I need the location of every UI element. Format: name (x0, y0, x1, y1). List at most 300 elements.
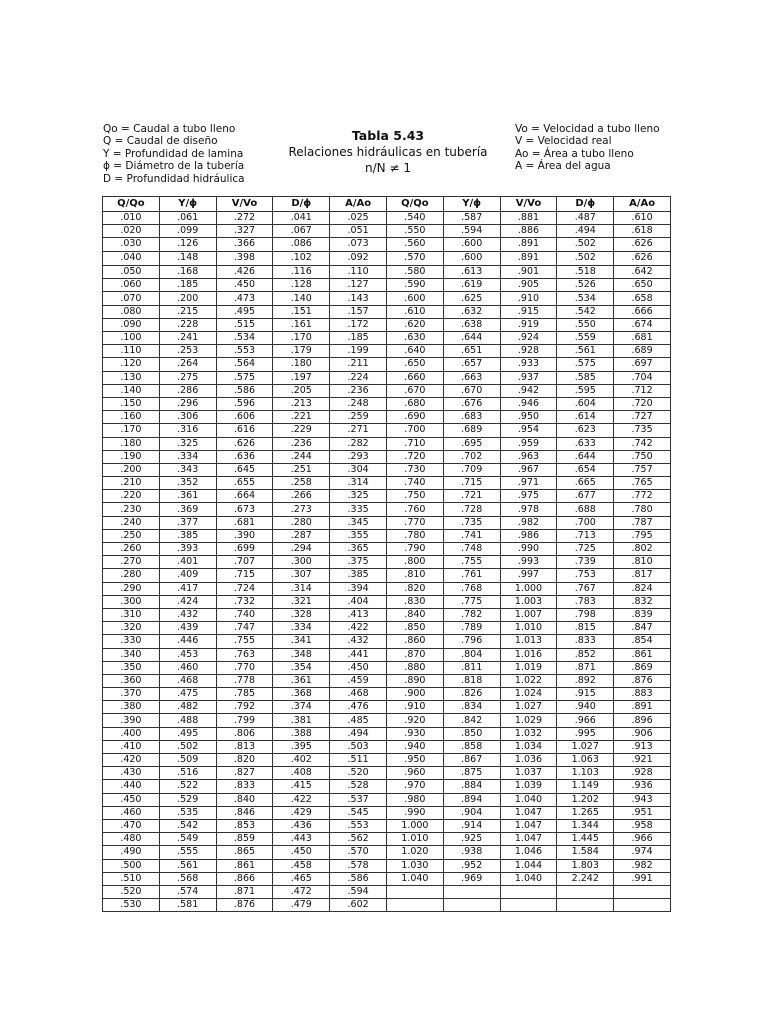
table-cell: .327 (216, 225, 273, 238)
table-cell: .740 (386, 477, 443, 490)
table-cell: 1.202 (557, 793, 614, 806)
table-row (103, 437, 671, 450)
table-cell: .695 (443, 437, 500, 450)
table-cell: .116 (273, 266, 330, 279)
table-cell: .010 (103, 212, 160, 225)
table-cell: .966 (557, 714, 614, 727)
table-cell: .600 (386, 292, 443, 305)
table-cell: .920 (386, 714, 443, 727)
table-cell: .250 (103, 529, 160, 542)
table-row (103, 727, 671, 740)
table-row (103, 424, 671, 437)
table-cell: .534 (216, 332, 273, 345)
table-header-row (103, 197, 671, 212)
table-cell: .385 (330, 569, 387, 582)
table-row (103, 266, 671, 279)
table-cell: .700 (557, 516, 614, 529)
table-cell: .990 (500, 543, 557, 556)
table-cell: .120 (103, 358, 160, 371)
table-row (103, 225, 671, 238)
table-cell: .296 (159, 397, 216, 410)
table-cell: .724 (216, 582, 273, 595)
table-cell: 1.149 (557, 780, 614, 793)
table-cell: .127 (330, 279, 387, 292)
table-row (103, 212, 671, 225)
table-cell: .334 (273, 622, 330, 635)
table-cell: .580 (386, 266, 443, 279)
table-cell: .180 (103, 437, 160, 450)
table-cell: .086 (273, 238, 330, 251)
table-cell: .963 (500, 450, 557, 463)
table-cell: .715 (216, 569, 273, 582)
table-cell: .140 (103, 384, 160, 397)
table-cell: .883 (614, 688, 671, 701)
table-cell: .594 (330, 885, 387, 898)
table-cell: .689 (443, 424, 500, 437)
table-cell: .485 (330, 714, 387, 727)
table-row (103, 608, 671, 621)
table-cell: .160 (103, 411, 160, 424)
table-cell: .545 (330, 806, 387, 819)
table-cell: .300 (103, 595, 160, 608)
table-cell: .200 (159, 292, 216, 305)
table-cell: .453 (159, 648, 216, 661)
table-cell: .361 (159, 490, 216, 503)
table-cell: .490 (103, 846, 160, 859)
table-cell: .468 (330, 688, 387, 701)
table-cell: .520 (103, 885, 160, 898)
table-cell: .168 (159, 266, 216, 279)
table-cell: .475 (159, 688, 216, 701)
table-cell: .345 (330, 516, 387, 529)
table-cell: .272 (216, 212, 273, 225)
table-cell: .842 (443, 714, 500, 727)
table-cell: .550 (557, 318, 614, 331)
table-cell: .020 (103, 225, 160, 238)
table-cell: .613 (443, 266, 500, 279)
table-cell: .940 (386, 740, 443, 753)
table-cell: .190 (103, 450, 160, 463)
column-header: Q/Qo (103, 197, 160, 212)
table-cell: .796 (443, 635, 500, 648)
table-cell: .600 (443, 238, 500, 251)
table-cell: .755 (443, 556, 500, 569)
table-row (103, 251, 671, 266)
table-cell: .933 (500, 358, 557, 371)
table-subtitle: Relaciones hidráulicas en tubería (288, 145, 488, 159)
table-cell: .355 (330, 529, 387, 542)
table-cell: .542 (159, 819, 216, 832)
table-cell: .625 (443, 292, 500, 305)
table-cell: .630 (386, 332, 443, 345)
table-cell: .211 (330, 358, 387, 371)
column-header: D/ϕ (273, 197, 330, 212)
table-cell: .713 (557, 529, 614, 542)
table-cell: .644 (443, 332, 500, 345)
table-cell: .179 (273, 345, 330, 358)
table-cell: .654 (557, 463, 614, 476)
table-cell (614, 885, 671, 898)
table-cell: .458 (273, 859, 330, 872)
table-cell: .677 (557, 490, 614, 503)
legend-item: Qo = Caudal a tubo lleno (103, 123, 236, 135)
table-row (103, 701, 671, 714)
table-cell: .980 (386, 793, 443, 806)
table-cell: .314 (330, 477, 387, 490)
table-cell: .782 (443, 608, 500, 621)
table-cell: .596 (216, 397, 273, 410)
table-cell: .560 (386, 238, 443, 251)
table-cell: .287 (273, 529, 330, 542)
table-cell: .768 (443, 582, 500, 595)
table-cell: 1.047 (500, 819, 557, 832)
table-cell: .465 (273, 872, 330, 885)
table-cell: .275 (159, 371, 216, 384)
table-cell: 1.047 (500, 806, 557, 819)
table-cell: .050 (103, 266, 160, 279)
legend-right (515, 123, 660, 173)
table-cell: .161 (273, 318, 330, 331)
table-cell: .390 (216, 529, 273, 542)
table-cell: .555 (159, 846, 216, 859)
table-cell: .995 (557, 727, 614, 740)
table-cell: .436 (273, 819, 330, 832)
table-cell: .850 (443, 727, 500, 740)
table-cell: 1.013 (500, 635, 557, 648)
table-cell: .642 (614, 266, 671, 279)
table-row (103, 819, 671, 832)
legend-item: V = Velocidad real (515, 135, 612, 148)
table-cell: .880 (386, 661, 443, 674)
table-cell: .638 (443, 318, 500, 331)
table-cell: .413 (330, 608, 387, 621)
table-cell: .369 (159, 503, 216, 516)
table-cell: .690 (386, 411, 443, 424)
table-cell: .140 (273, 292, 330, 305)
table-cell: .570 (330, 846, 387, 859)
table-row (103, 688, 671, 701)
table-cell: .564 (216, 358, 273, 371)
table-cell: .871 (216, 885, 273, 898)
table-cell: .080 (103, 305, 160, 318)
table-cell: .852 (557, 648, 614, 661)
table-cell: .578 (330, 859, 387, 872)
table-cell: .914 (443, 819, 500, 832)
table-cell: .230 (103, 503, 160, 516)
table-cell: .924 (500, 332, 557, 345)
table-cell: .180 (273, 358, 330, 371)
table-cell: 1.047 (500, 833, 557, 846)
table-cell: .867 (443, 754, 500, 767)
table-cell: .657 (443, 358, 500, 371)
table-cell: .832 (614, 595, 671, 608)
table-cell: .502 (159, 740, 216, 753)
table-cell: .602 (330, 899, 387, 912)
table-cell: .747 (216, 622, 273, 635)
table-cell: .515 (216, 318, 273, 331)
table-cell: .811 (443, 661, 500, 674)
table-cell: .986 (500, 529, 557, 542)
legend-item: Y = Profundidad de lamina (103, 147, 244, 160)
table-cell: .720 (386, 450, 443, 463)
table-cell: .905 (500, 279, 557, 292)
table-cell: .680 (386, 397, 443, 410)
table-cell: .761 (443, 569, 500, 582)
table-cell: .645 (216, 463, 273, 476)
table-cell: .755 (216, 635, 273, 648)
table-cell: .940 (557, 701, 614, 714)
table-cell: .966 (614, 833, 671, 846)
table-cell: .488 (159, 714, 216, 727)
table-cell: .954 (500, 424, 557, 437)
table-cell: .377 (159, 516, 216, 529)
table-cell: .528 (330, 780, 387, 793)
table-cell: .385 (159, 529, 216, 542)
table-cell: .846 (216, 806, 273, 819)
table-cell: .526 (557, 279, 614, 292)
table-cell: .853 (216, 819, 273, 832)
table-cell: .699 (216, 543, 273, 556)
table-cell: .150 (103, 397, 160, 410)
table-cell: .520 (330, 767, 387, 780)
table-cell: .502 (557, 251, 614, 266)
table-cell: .446 (159, 635, 216, 648)
table-row (103, 714, 671, 727)
table-cell: .834 (443, 701, 500, 714)
table-cell: .215 (159, 305, 216, 318)
table-cell: .606 (216, 411, 273, 424)
table-cell: .891 (500, 251, 557, 266)
table-cell: .650 (386, 358, 443, 371)
table-cell: .833 (216, 780, 273, 793)
table-row (103, 595, 671, 608)
table-cell: .750 (614, 450, 671, 463)
table-cell: 1.040 (500, 872, 557, 885)
table-cell: .460 (103, 806, 160, 819)
table-cell: .780 (386, 529, 443, 542)
table-cell: .881 (500, 212, 557, 225)
table-cell: .886 (500, 225, 557, 238)
table-cell: .370 (103, 688, 160, 701)
table-cell: .850 (386, 622, 443, 635)
table-cell: .951 (614, 806, 671, 819)
table-row (103, 411, 671, 424)
table-cell: .799 (216, 714, 273, 727)
table-cell: .978 (500, 503, 557, 516)
table-cell: .172 (330, 318, 387, 331)
table-cell: .633 (557, 437, 614, 450)
table-cell: .666 (614, 305, 671, 318)
table-cell: .748 (443, 543, 500, 556)
table-cell: .721 (443, 490, 500, 503)
table-cell: .561 (557, 345, 614, 358)
table-cell: .304 (330, 463, 387, 476)
table-cell: .610 (386, 305, 443, 318)
table-row (103, 384, 671, 397)
table-cell: .640 (386, 345, 443, 358)
table-row (103, 833, 671, 846)
table-cell: .110 (103, 345, 160, 358)
column-header: V/Vo (500, 197, 557, 212)
table-cell: .429 (273, 806, 330, 819)
table-cell: .073 (330, 238, 387, 251)
table-cell: .975 (500, 490, 557, 503)
table-cell: .450 (273, 846, 330, 859)
table-cell: .459 (330, 674, 387, 687)
table-cell: .586 (330, 872, 387, 885)
table-cell: .398 (216, 251, 273, 266)
table-row (103, 292, 671, 305)
table-cell: .422 (330, 622, 387, 635)
table-cell: .818 (443, 674, 500, 687)
table-cell: .476 (330, 701, 387, 714)
table-row (103, 332, 671, 345)
table-cell: .199 (330, 345, 387, 358)
column-header: A/Ao (330, 197, 387, 212)
table-cell: .354 (273, 661, 330, 674)
table-cell: 1.003 (500, 595, 557, 608)
table-cell: .128 (273, 279, 330, 292)
table-cell: .697 (614, 358, 671, 371)
table-cell: .806 (216, 727, 273, 740)
legend-item: ϕ = Diámetro de la tubería (103, 160, 245, 173)
legend-item: Q = Caudal de diseño (103, 135, 218, 148)
table-cell: .553 (330, 819, 387, 832)
table-cell: .884 (443, 780, 500, 793)
table-cell: .350 (103, 661, 160, 674)
table-row (103, 279, 671, 292)
column-header: Y/ϕ (159, 197, 216, 212)
table-cell: .891 (614, 701, 671, 714)
table-cell: .644 (557, 450, 614, 463)
table-row (103, 503, 671, 516)
table-cell: .770 (216, 661, 273, 674)
table-cell: .236 (273, 437, 330, 450)
table-cell: .785 (216, 688, 273, 701)
table-cell: .783 (557, 595, 614, 608)
table-cell: .221 (273, 411, 330, 424)
table-cell: .778 (216, 674, 273, 687)
table-cell: .559 (557, 332, 614, 345)
table-cell: .681 (614, 332, 671, 345)
table-cell: .420 (103, 754, 160, 767)
table-cell: .502 (557, 238, 614, 251)
table-cell: .286 (159, 384, 216, 397)
table-cell: .663 (443, 371, 500, 384)
table-cell: .859 (216, 833, 273, 846)
table-cell: .099 (159, 225, 216, 238)
table-cell: .280 (273, 516, 330, 529)
table-cell: .739 (557, 556, 614, 569)
table-cell: .417 (159, 582, 216, 595)
table-row (103, 740, 671, 753)
table-cell: 1.022 (500, 674, 557, 687)
table-title: Tabla 5.43 (351, 128, 425, 143)
table-cell: .585 (557, 371, 614, 384)
table-cell: .942 (500, 384, 557, 397)
column-header: V/Vo (216, 197, 273, 212)
table-cell: .869 (614, 661, 671, 674)
table-cell: .664 (216, 490, 273, 503)
table-cell: .352 (159, 477, 216, 490)
legend-item: A = Área del agua (515, 160, 611, 173)
table-cell: .390 (103, 714, 160, 727)
table-cell: .374 (273, 701, 330, 714)
table-cell: .590 (386, 279, 443, 292)
table-cell: .833 (557, 635, 614, 648)
table-cell: .516 (159, 767, 216, 780)
table-cell: .732 (216, 595, 273, 608)
table-cell: .959 (500, 437, 557, 450)
table-row (103, 450, 671, 463)
table-cell: .906 (614, 727, 671, 740)
table-body (103, 212, 671, 912)
table-cell: .813 (216, 740, 273, 753)
table-cell: .712 (614, 384, 671, 397)
table-cell: .328 (273, 608, 330, 621)
table-cell: .170 (273, 332, 330, 345)
table-cell: .341 (273, 635, 330, 648)
table-row (103, 674, 671, 687)
table-cell: .330 (103, 635, 160, 648)
table-row (103, 529, 671, 542)
table-cell: .487 (557, 212, 614, 225)
table-cell: .130 (103, 371, 160, 384)
table-cell: .404 (330, 595, 387, 608)
table-cell: .470 (103, 819, 160, 832)
table-cell: .800 (386, 556, 443, 569)
table-cell: .720 (614, 397, 671, 410)
table-cell: .974 (614, 846, 671, 859)
table-row (103, 754, 671, 767)
table-cell: .710 (386, 437, 443, 450)
table-row (103, 556, 671, 569)
table-cell: .676 (443, 397, 500, 410)
table-cell: .070 (103, 292, 160, 305)
table-cell: .804 (443, 648, 500, 661)
table-cell (386, 899, 443, 912)
table-cell: .820 (386, 582, 443, 595)
table-cell: .450 (103, 793, 160, 806)
table-cell: .228 (159, 318, 216, 331)
table-cell: .340 (103, 648, 160, 661)
table-row (103, 648, 671, 661)
table-cell: .495 (159, 727, 216, 740)
table-cell: .735 (443, 516, 500, 529)
table-cell: .450 (216, 279, 273, 292)
table-cell: .960 (386, 767, 443, 780)
table-cell: .810 (386, 569, 443, 582)
table-cell: .394 (330, 582, 387, 595)
table-row (103, 806, 671, 819)
table-cell: .619 (443, 279, 500, 292)
table-cell: 1.040 (500, 793, 557, 806)
table-cell: .030 (103, 238, 160, 251)
table-cell: .910 (500, 292, 557, 305)
table-cell: .789 (443, 622, 500, 635)
table-cell: 1.584 (557, 846, 614, 859)
table-cell: .795 (614, 529, 671, 542)
table-cell: .753 (557, 569, 614, 582)
table-cell: 1.007 (500, 608, 557, 621)
table-cell: .904 (443, 806, 500, 819)
table-cell: .876 (614, 674, 671, 687)
table-cell: .928 (614, 767, 671, 780)
table-cell: .473 (216, 292, 273, 305)
table-row (103, 543, 671, 556)
table-cell: .306 (159, 411, 216, 424)
table-cell: .930 (386, 727, 443, 740)
